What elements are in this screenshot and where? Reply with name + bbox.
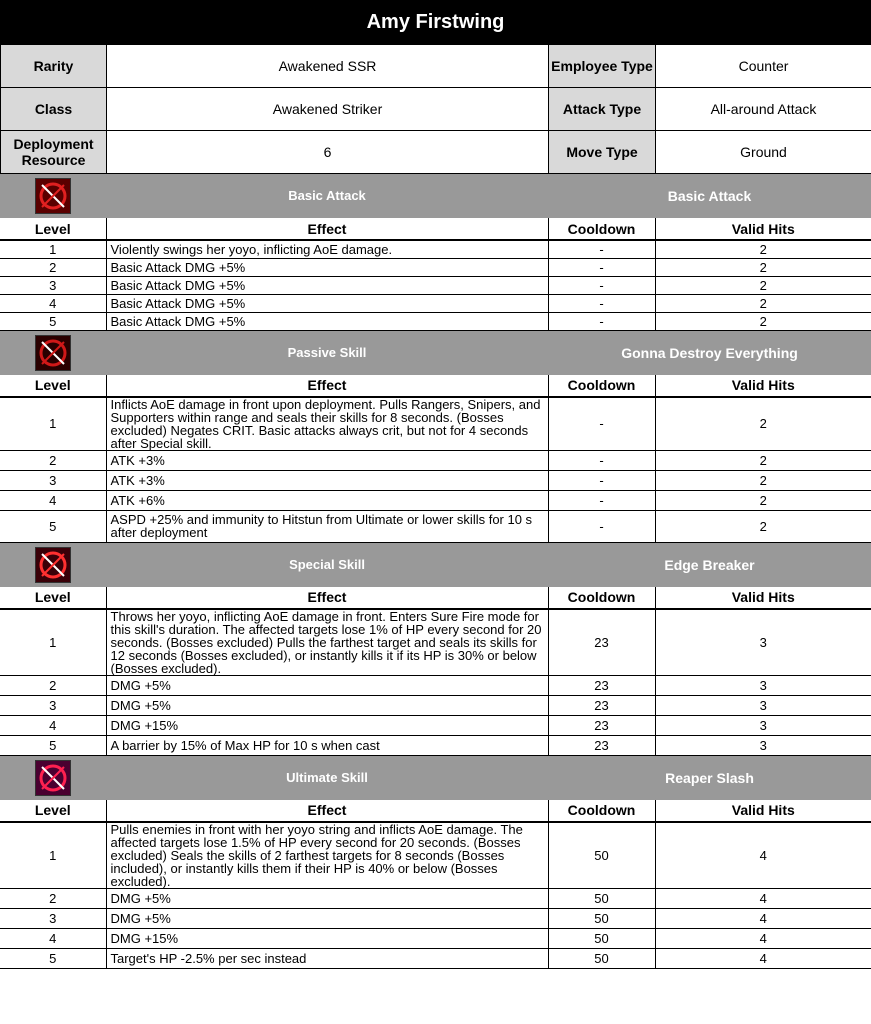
skill-table	[0, 331, 871, 543]
table-row	[0, 470, 871, 490]
valid-hits-cell: 2	[655, 258, 871, 276]
effect-header: Effect	[106, 375, 548, 397]
skill-name: Basic Attack	[667, 188, 752, 204]
cooldown-cell: -	[548, 470, 655, 490]
basic-attack-icon	[35, 178, 71, 214]
effect-cell: Violently swings her yoyo, inflicting AoE damage.	[106, 240, 548, 258]
skill-icon-cell	[0, 331, 106, 375]
skill-category: Passive Skill	[287, 344, 367, 360]
table-row	[0, 490, 871, 510]
effect-cell: Pulls enemies in front with her yoyo string and inflicts AoE damage. The affected targets lose 1.5% of HP every second for 20 seconds. (Bosses excluded) Seals the skills of 2 farthest targets for 8 seconds (Bosses included), or instantly kills them if their HP is 40% or below (Bosses excluded).	[106, 822, 548, 889]
cooldown-header: Cooldown	[548, 800, 655, 822]
table-row	[0, 240, 871, 258]
level-cell: 4	[0, 715, 106, 735]
level-cell: 5	[0, 948, 106, 968]
effect-cell: ATK +3%	[106, 450, 548, 470]
cooldown-cell: 23	[548, 695, 655, 715]
level-cell: 1	[0, 240, 106, 258]
level-cell: 4	[0, 490, 106, 510]
level-cell: 3	[0, 470, 106, 490]
level-header: Level	[0, 587, 106, 609]
skill-name: Edge Breaker	[664, 556, 755, 573]
skills-container	[0, 174, 871, 969]
valid-hits-cell: 2	[655, 470, 871, 490]
valid-hits-cell: 4	[655, 822, 871, 889]
level-cell: 3	[0, 695, 106, 715]
valid-hits-cell: 4	[655, 908, 871, 928]
cooldown-cell: 50	[548, 948, 655, 968]
valid-hits-cell: 2	[655, 510, 871, 542]
cooldown-cell: -	[548, 450, 655, 470]
level-cell: 5	[0, 735, 106, 755]
skill-column-header	[0, 218, 871, 240]
skill-table	[0, 543, 871, 756]
level-cell: 5	[0, 312, 106, 330]
cooldown-cell: -	[548, 312, 655, 330]
table-row	[0, 948, 871, 968]
valid-hits-header: Valid Hits	[655, 375, 871, 397]
cooldown-header: Cooldown	[548, 375, 655, 397]
valid-hits-cell: 2	[655, 450, 871, 470]
level-cell: 1	[0, 822, 106, 889]
table-row	[0, 312, 871, 330]
cooldown-cell: -	[548, 397, 655, 451]
effect-cell: DMG +5%	[106, 888, 548, 908]
effect-cell: Basic Attack DMG +5%	[106, 258, 548, 276]
valid-hits-cell: 3	[655, 735, 871, 755]
effect-cell: Basic Attack DMG +5%	[106, 294, 548, 312]
valid-hits-cell: 2	[655, 276, 871, 294]
rarity-value: Awakened SSR	[107, 45, 549, 88]
cooldown-cell: -	[548, 258, 655, 276]
table-row	[0, 928, 871, 948]
level-cell: 3	[0, 276, 106, 294]
skill-header	[0, 543, 871, 587]
valid-hits-header: Valid Hits	[655, 218, 871, 240]
effect-cell: DMG +5%	[106, 908, 548, 928]
cooldown-cell: 50	[548, 822, 655, 889]
effect-cell: DMG +5%	[106, 695, 548, 715]
valid-hits-cell: 4	[655, 888, 871, 908]
class-value: Awakened Striker	[107, 88, 549, 131]
cooldown-cell: -	[548, 490, 655, 510]
attack-type-label: Attack Type	[549, 88, 656, 131]
table-row	[0, 258, 871, 276]
effect-cell: Basic Attack DMG +5%	[106, 276, 548, 294]
skill-header	[0, 331, 871, 375]
cooldown-cell: -	[548, 240, 655, 258]
table-row	[0, 450, 871, 470]
cooldown-cell: -	[548, 276, 655, 294]
table-row	[0, 609, 871, 676]
valid-hits-cell: 3	[655, 609, 871, 676]
rarity-label: Rarity	[1, 45, 107, 88]
effect-header: Effect	[106, 218, 548, 240]
valid-hits-cell: 2	[655, 312, 871, 330]
table-row	[0, 715, 871, 735]
level-cell: 4	[0, 294, 106, 312]
effect-cell: Throws her yoyo, inflicting AoE damage in front. Enters Sure Fire mode for this skill's duration. The affected targets lose 1% of HP every second for 20 seconds. (Bosses excluded) Pulls the farthest target and seals its skills for 12 seconds (Bosses excluded), or instantly kills it if its HP is 30% or below (Bosses excluded).	[106, 609, 548, 676]
cooldown-cell: -	[548, 294, 655, 312]
table-row	[0, 735, 871, 755]
ultimate-skill-icon	[35, 760, 71, 796]
valid-hits-header: Valid Hits	[655, 800, 871, 822]
skill-table	[0, 174, 871, 331]
employee-type-label: Employee Type	[549, 45, 656, 88]
move-type-label: Move Type	[549, 131, 656, 174]
skill-name: Reaper Slash	[665, 769, 754, 786]
valid-hits-cell: 3	[655, 715, 871, 735]
level-cell: 5	[0, 510, 106, 542]
class-label: Class	[1, 88, 107, 131]
valid-hits-cell: 3	[655, 675, 871, 695]
table-row	[0, 294, 871, 312]
effect-cell: ASPD +25% and immunity to Hitstun from Ultimate or lower skills for 10 s after deployment	[106, 510, 548, 542]
level-cell: 2	[0, 450, 106, 470]
cooldown-cell: 23	[548, 609, 655, 676]
employee-type-value: Counter	[656, 45, 871, 88]
effect-cell: DMG +15%	[106, 928, 548, 948]
effect-cell: A barrier by 15% of Max HP for 10 s when cast	[106, 735, 548, 755]
level-cell: 4	[0, 928, 106, 948]
move-type-value: Ground	[656, 131, 871, 174]
cooldown-header: Cooldown	[548, 587, 655, 609]
skill-category: Special Skill	[289, 556, 365, 572]
table-row	[0, 695, 871, 715]
cooldown-cell: -	[548, 510, 655, 542]
table-row	[0, 397, 871, 451]
level-cell: 2	[0, 675, 106, 695]
table-row	[0, 888, 871, 908]
effect-cell: Basic Attack DMG +5%	[106, 312, 548, 330]
skill-category: Basic Attack	[288, 188, 366, 203]
level-cell: 1	[0, 609, 106, 676]
skill-header	[0, 756, 871, 800]
effect-cell: Inflicts AoE damage in front upon deployment. Pulls Rangers, Snipers, and Supporters within range and seals their skills for 8 seconds. (Bosses excluded) Negates CRIT. Basic attacks always crit, but not for 4 seconds after Special skill.	[106, 397, 548, 451]
level-cell: 2	[0, 258, 106, 276]
level-cell: 3	[0, 908, 106, 928]
cooldown-cell: 23	[548, 735, 655, 755]
valid-hits-header: Valid Hits	[655, 587, 871, 609]
cooldown-cell: 50	[548, 908, 655, 928]
cooldown-header: Cooldown	[548, 218, 655, 240]
skill-category: Ultimate Skill	[286, 769, 368, 785]
level-header: Level	[0, 800, 106, 822]
skill-header	[0, 174, 871, 218]
table-row	[0, 276, 871, 294]
effect-cell: ATK +6%	[106, 490, 548, 510]
skill-name: Gonna Destroy Everything	[621, 344, 798, 361]
cooldown-cell: 50	[548, 928, 655, 948]
attack-type-value: All-around Attack	[656, 88, 871, 131]
level-header: Level	[0, 218, 106, 240]
valid-hits-cell: 3	[655, 695, 871, 715]
valid-hits-cell: 2	[655, 490, 871, 510]
effect-header: Effect	[106, 800, 548, 822]
valid-hits-cell: 2	[655, 294, 871, 312]
cooldown-cell: 23	[548, 715, 655, 735]
valid-hits-cell: 2	[655, 397, 871, 451]
cooldown-cell: 50	[548, 888, 655, 908]
cooldown-cell: 23	[548, 675, 655, 695]
effect-cell: DMG +15%	[106, 715, 548, 735]
valid-hits-cell: 4	[655, 928, 871, 948]
character-info-table	[0, 44, 871, 174]
effect-header: Effect	[106, 587, 548, 609]
skill-icon-cell	[0, 756, 106, 800]
skill-column-header	[0, 375, 871, 397]
special-skill-icon	[35, 547, 71, 583]
effect-cell: ATK +3%	[106, 470, 548, 490]
skill-table	[0, 756, 871, 969]
skill-column-header	[0, 587, 871, 609]
table-row	[0, 822, 871, 889]
level-header: Level	[0, 375, 106, 397]
skill-icon-cell	[0, 543, 106, 587]
table-row	[0, 510, 871, 542]
table-row	[0, 675, 871, 695]
skill-column-header	[0, 800, 871, 822]
deployment-resource-value: 6	[107, 131, 549, 174]
page-title: Amy Firstwing	[0, 0, 871, 44]
level-cell: 1	[0, 397, 106, 451]
skill-icon-cell	[0, 174, 106, 218]
effect-cell: DMG +5%	[106, 675, 548, 695]
valid-hits-cell: 2	[655, 240, 871, 258]
deployment-resource-label: Deployment Resource	[1, 131, 107, 174]
valid-hits-cell: 4	[655, 948, 871, 968]
passive-skill-icon	[35, 335, 71, 371]
level-cell: 2	[0, 888, 106, 908]
effect-cell: Target's HP -2.5% per sec instead	[106, 948, 548, 968]
table-row	[0, 908, 871, 928]
